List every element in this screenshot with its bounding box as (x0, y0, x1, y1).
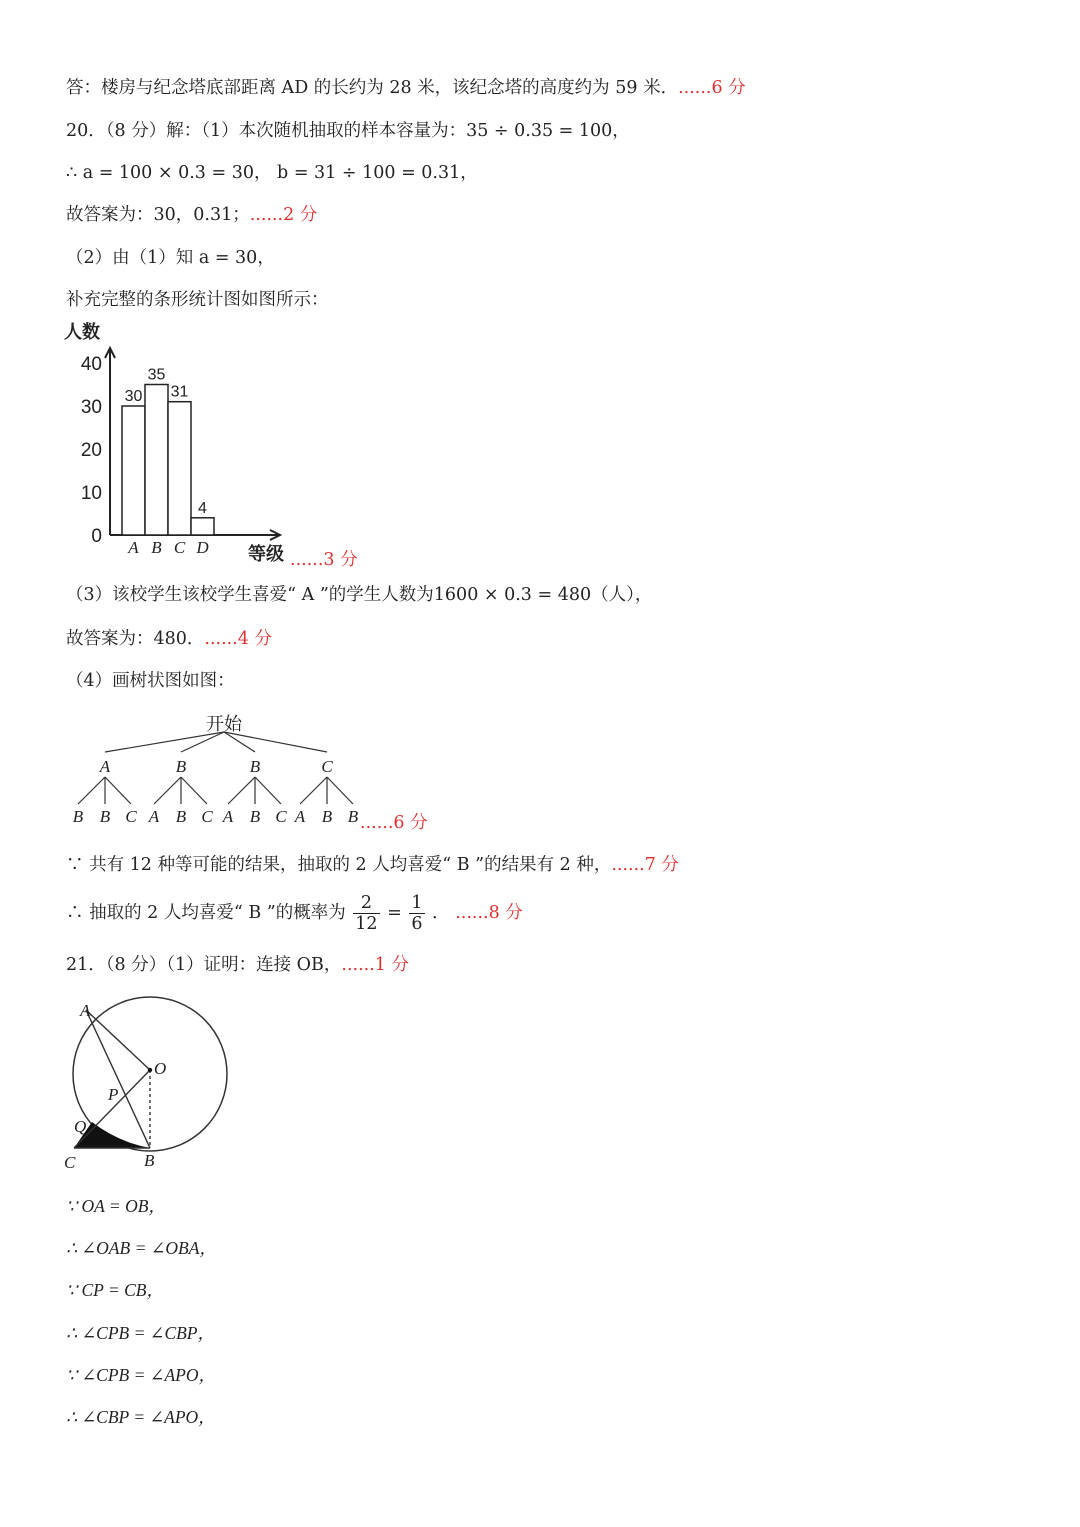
tree-node-l2: B (175, 807, 187, 826)
chart-ylabel: 人数 (64, 322, 100, 342)
answer-line-19: 答：楼房与纪念塔底部距离 AD 的长约为 28 米，该纪念塔的高度约为 59 米．......6 分 (66, 78, 746, 98)
q20-chart-caption: 补充完整的条形统计图如图所示： (66, 290, 329, 310)
tree-diagram (60, 706, 370, 836)
q20-part4-line: （4）画树状图如图： (66, 671, 235, 691)
score-3-line (290, 548, 358, 572)
tree-node-l2: B (321, 807, 333, 826)
fraction-1-6: $\frac{1}{6}$ (411, 893, 423, 934)
tree-nodes (73, 757, 359, 826)
score-6: ......6 分 (678, 78, 746, 98)
x-tick-label: C (173, 538, 186, 557)
tree-edge-l2 (327, 777, 353, 804)
tree-node-l2: B (99, 807, 111, 826)
bar-value-label: 4 (198, 499, 207, 517)
tree-node-l2: C (201, 807, 213, 826)
fraction-2-12: $\frac{2}{12}$ (355, 893, 378, 934)
x-tick-label: B (151, 538, 162, 557)
bar-B (145, 385, 168, 536)
tree-node-l2: A (294, 807, 306, 826)
q20-part1-line: 20．（8 分）解：（1）本次随机抽取的样本容量为：35 ÷ 0.35 = 100， (66, 121, 630, 141)
tree-edge-l2 (154, 777, 181, 804)
tree-node-l2: C (275, 807, 287, 826)
tree-node-l1: B (175, 757, 187, 776)
segment-ao (86, 1010, 150, 1070)
tree-edge-l1 (181, 732, 224, 752)
q21-step-2: ∴ ∠OAB = ∠OBA， (66, 1238, 217, 1258)
label-c: C (64, 1153, 76, 1172)
point-o (148, 1068, 152, 1072)
tree-node-l2: B (347, 807, 359, 826)
score-4: ......4 分 (204, 629, 272, 649)
y-tick-label: 10 (80, 483, 102, 504)
chart-yticks (81, 354, 102, 547)
y-tick-label: 20 (80, 440, 102, 461)
tree-lines (78, 732, 353, 804)
q20-part3-line: （3）该校学生该校学生喜爱“ A ”的学生人数为1600 × 0.3 = 480（人）， (66, 585, 653, 605)
y-tick-label: 30 (80, 397, 102, 418)
label-a: A (80, 1001, 91, 1020)
q20-probability-line: ∴ 抽取的 2 人均喜爱“ B ”的概率为 $\frac{2}{12}$ = $\frac{1}{6}$ ． ......8 分 (66, 893, 523, 934)
tree-edge-l2 (78, 777, 105, 804)
tree-node-l2: B (249, 807, 261, 826)
bar-D (191, 518, 214, 535)
q20-answer-1: 故答案为：30，0.31；......2 分 (66, 205, 318, 225)
q20-result-line: ∵ 共有 12 种等可能的结果，抽取的 2 人均喜爱“ B ”的结果有 2 种，......7 分 (66, 855, 679, 875)
q21-step-6: ∴ ∠CBP = ∠APO， (66, 1407, 216, 1427)
chart-bars (122, 367, 214, 558)
tree-node-l1: A (99, 757, 111, 776)
x-tick-label: A (128, 538, 139, 557)
tree-edge-l2 (181, 777, 207, 804)
y-tick-label: 0 (91, 526, 102, 547)
label-p: P (108, 1085, 119, 1104)
score-8: ......8 分 (455, 903, 523, 923)
y-tick-label: 40 (80, 354, 102, 375)
bar-A (122, 406, 145, 535)
label-b: B (144, 1151, 155, 1170)
q21-step-5: ∵ ∠CPB = ∠APO， (66, 1365, 216, 1385)
score-7: ......7 分 (611, 855, 679, 875)
tree-edge-l2 (300, 777, 327, 804)
chart-xlabel: 等级 (248, 544, 284, 564)
x-tick-label: D (196, 538, 209, 557)
score-6b-line (360, 811, 428, 835)
bar-chart (60, 318, 360, 570)
tree-node-l2: A (222, 807, 234, 826)
bar-value-label: 31 (170, 383, 189, 401)
bar-value-label: 35 (147, 366, 166, 384)
tree-node-l2: A (148, 807, 160, 826)
q20-answer-3: 故答案为：480．......4 分 (66, 629, 272, 649)
label-o: O (154, 1059, 167, 1078)
tree-node-l1: C (321, 757, 333, 776)
tree-edge-l2 (228, 777, 255, 804)
score-1: ......1 分 (341, 955, 409, 975)
tree-edge-l2 (255, 777, 281, 804)
q21-step-4: ∴ ∠CPB = ∠CBP， (66, 1323, 215, 1343)
label-q: Q (74, 1117, 87, 1136)
score-3: ......3 分 (290, 550, 358, 570)
tree-node-l1: B (249, 757, 261, 776)
tree-edge-l1 (105, 732, 224, 752)
bar-C (168, 402, 191, 535)
score-2: ......2 分 (249, 205, 318, 225)
tree-edge-l2 (105, 777, 131, 804)
tree-node-l2: B (72, 807, 84, 826)
score-6b: ......6 分 (360, 813, 428, 833)
tree-node-l2: C (125, 807, 137, 826)
q21-part1-line: 21．（8 分）（1）证明：连接 OB，......1 分 (66, 955, 409, 975)
q20-part2-line: （2）由（1）知 a = 30， (66, 248, 275, 268)
q21-step-1: ∵ OA = OB， (66, 1196, 166, 1216)
tree-root: 开始 (206, 714, 242, 734)
q20-calc-line: ∴ a = 100 × 0.3 = 30， b = 31 ÷ 100 = 0.31， (66, 163, 478, 183)
q21-step-3: ∵ CP = CB， (66, 1280, 164, 1300)
bar-value-label: 30 (124, 388, 143, 405)
circle-geometry-figure (60, 992, 240, 1172)
